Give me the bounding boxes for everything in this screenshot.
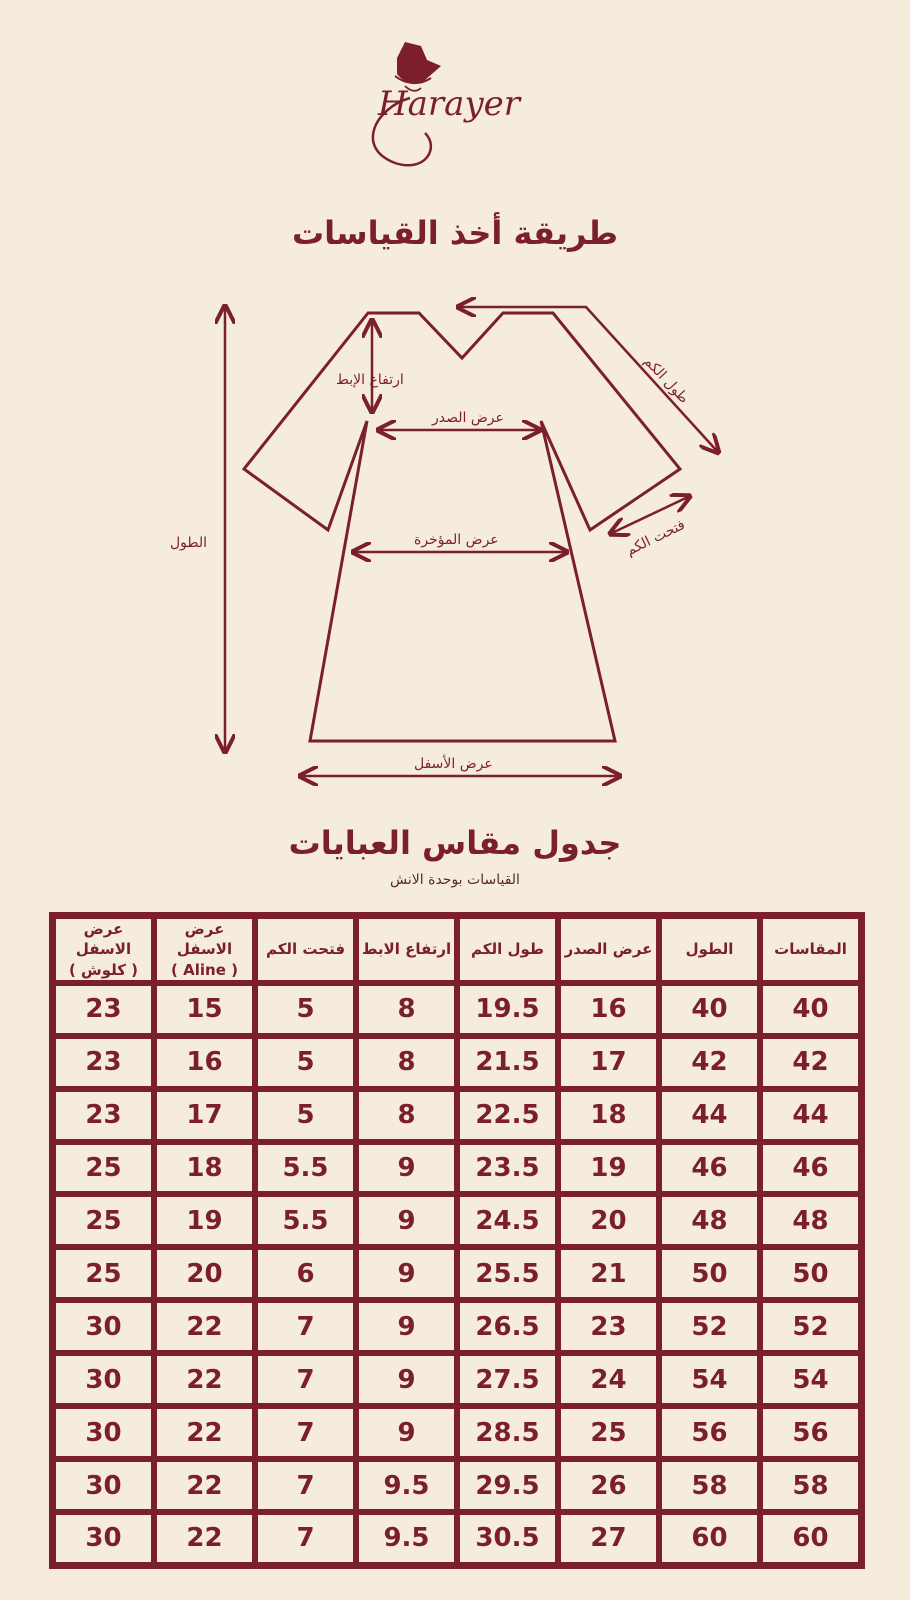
header-chest-width: عرض الصدر: [558, 916, 659, 983]
cell-length: 58: [659, 1459, 760, 1512]
header-bottom-width-flared: عرض الاسفل ( كلوش ): [53, 916, 154, 983]
cell-length: 46: [659, 1142, 760, 1195]
cell-sleeve-length: 21.5: [457, 1036, 558, 1089]
header-size: المقاسات: [760, 916, 861, 983]
table-row: [53, 1247, 861, 1300]
cell-sleeve-opening: 5: [255, 983, 356, 1036]
cell-bottom-width-aline: 20: [154, 1247, 255, 1300]
cell-armpit-height: 9: [356, 1142, 457, 1195]
cell-chest-width: 25: [558, 1406, 659, 1459]
cell-chest-width: 24: [558, 1353, 659, 1406]
cell-length: 52: [659, 1300, 760, 1353]
header-bottom-width-aline: عرض الاسفل ( Aline ): [154, 916, 255, 983]
cell-bottom-width-flared: 30: [53, 1353, 154, 1406]
cell-armpit-height: 9: [356, 1247, 457, 1300]
cell-sleeve-length: 29.5: [457, 1459, 558, 1512]
cell-bottom-width-aline: 17: [154, 1089, 255, 1142]
cell-armpit-height: 8: [356, 1036, 457, 1089]
cell-sleeve-length: 26.5: [457, 1300, 558, 1353]
cell-bottom-width-aline: 22: [154, 1353, 255, 1406]
cell-sleeve-length: 27.5: [457, 1353, 558, 1406]
cell-chest-width: 20: [558, 1194, 659, 1247]
cell-sleeve-opening: 5: [255, 1089, 356, 1142]
sleeve-opening-label: فتحت الكم: [623, 516, 688, 560]
cell-sleeve-opening: 7: [255, 1512, 356, 1565]
cell-armpit-height: 8: [356, 1089, 457, 1142]
cell-bottom-width-flared: 30: [53, 1512, 154, 1565]
cell-bottom-width-aline: 22: [154, 1512, 255, 1565]
cell-bottom-width-aline: 22: [154, 1300, 255, 1353]
cell-sleeve-opening: 7: [255, 1353, 356, 1406]
cell-bottom-width-flared: 23: [53, 1036, 154, 1089]
cell-size: 46: [760, 1142, 861, 1195]
cell-length: 50: [659, 1247, 760, 1300]
cell-bottom-width-flared: 23: [53, 983, 154, 1036]
armpit-height-label: ارتفاع الإبط: [336, 372, 404, 388]
table-row: [53, 983, 861, 1036]
cell-length: 60: [659, 1512, 760, 1565]
cell-bottom-width-flared: 30: [53, 1406, 154, 1459]
cell-bottom-width-flared: 30: [53, 1459, 154, 1512]
cell-sleeve-length: 23.5: [457, 1142, 558, 1195]
cell-size: 58: [760, 1459, 861, 1512]
cell-bottom-width-aline: 22: [154, 1459, 255, 1512]
cell-armpit-height: 9.5: [356, 1459, 457, 1512]
table-row: [53, 1512, 861, 1565]
table-row: [53, 1036, 861, 1089]
cell-chest-width: 23: [558, 1300, 659, 1353]
cell-size: 40: [760, 983, 861, 1036]
cell-chest-width: 19: [558, 1142, 659, 1195]
table-row: [53, 1459, 861, 1512]
cell-length: 54: [659, 1353, 760, 1406]
cell-sleeve-opening: 5: [255, 1036, 356, 1089]
cell-bottom-width-aline: 18: [154, 1142, 255, 1195]
cell-armpit-height: 9.5: [356, 1512, 457, 1565]
header-sleeve-length: طول الكم: [457, 916, 558, 983]
cell-armpit-height: 8: [356, 983, 457, 1036]
cell-bottom-width-flared: 25: [53, 1247, 154, 1300]
cell-length: 48: [659, 1194, 760, 1247]
cell-size: 54: [760, 1353, 861, 1406]
cell-chest-width: 21: [558, 1247, 659, 1300]
table-row: [53, 1194, 861, 1247]
cell-bottom-width-flared: 25: [53, 1142, 154, 1195]
cell-chest-width: 27: [558, 1512, 659, 1565]
table-row: [53, 1353, 861, 1406]
cell-sleeve-opening: 6: [255, 1247, 356, 1300]
table-header-row: [53, 916, 861, 983]
cell-bottom-width-aline: 15: [154, 983, 255, 1036]
cell-armpit-height: 9: [356, 1194, 457, 1247]
cell-armpit-height: 9: [356, 1406, 457, 1459]
table-row: [53, 1089, 861, 1142]
cell-size: 42: [760, 1036, 861, 1089]
cell-bottom-width-flared: 25: [53, 1194, 154, 1247]
cell-sleeve-opening: 5.5: [255, 1194, 356, 1247]
header-sleeve-opening: فتحت الكم: [255, 916, 356, 983]
cell-sleeve-opening: 5.5: [255, 1142, 356, 1195]
cell-chest-width: 17: [558, 1036, 659, 1089]
garment-outline: [244, 313, 680, 741]
cell-chest-width: 18: [558, 1089, 659, 1142]
cell-sleeve-length: 28.5: [457, 1406, 558, 1459]
cell-sleeve-length: 30.5: [457, 1512, 558, 1565]
cell-size: 52: [760, 1300, 861, 1353]
cell-sleeve-length: 19.5: [457, 983, 558, 1036]
table-row: [53, 1300, 861, 1353]
cell-chest-width: 16: [558, 983, 659, 1036]
size-table: [49, 912, 865, 1569]
length-label: الطول: [170, 535, 208, 551]
table-row: [53, 1406, 861, 1459]
cell-sleeve-opening: 7: [255, 1459, 356, 1512]
header-armpit-height: ارتفاع الابط: [356, 916, 457, 983]
sleeve-length-label: طول الكم: [640, 353, 692, 407]
cell-bottom-width-flared: 30: [53, 1300, 154, 1353]
cell-sleeve-length: 24.5: [457, 1194, 558, 1247]
cell-sleeve-opening: 7: [255, 1406, 356, 1459]
cell-size: 50: [760, 1247, 861, 1300]
cell-length: 40: [659, 983, 760, 1036]
cell-length: 44: [659, 1089, 760, 1142]
cell-size: 56: [760, 1406, 861, 1459]
brand-name: Harayer: [378, 84, 521, 124]
cell-bottom-width-aline: 16: [154, 1036, 255, 1089]
cell-bottom-width-aline: 19: [154, 1194, 255, 1247]
cell-length: 56: [659, 1406, 760, 1459]
bottom-width-label: عرض الأسفل: [414, 756, 493, 772]
cell-bottom-width-flared: 23: [53, 1089, 154, 1142]
cell-size: 44: [760, 1089, 861, 1142]
cell-armpit-height: 9: [356, 1353, 457, 1406]
cell-size: 48: [760, 1194, 861, 1247]
cell-sleeve-length: 25.5: [457, 1247, 558, 1300]
header-length: الطول: [659, 916, 760, 983]
cell-size: 60: [760, 1512, 861, 1565]
cell-armpit-height: 9: [356, 1300, 457, 1353]
cell-bottom-width-aline: 22: [154, 1406, 255, 1459]
cell-sleeve-opening: 7: [255, 1300, 356, 1353]
back-width-label: عرض المؤخرة: [414, 532, 499, 548]
cell-length: 42: [659, 1036, 760, 1089]
page-title: طريقة أخذ القياسات: [291, 214, 619, 252]
chest-width-label: عرض الصدر: [432, 410, 504, 426]
table-subtitle: القياسات بوحدة الانش: [390, 872, 520, 888]
cell-sleeve-length: 22.5: [457, 1089, 558, 1142]
cell-chest-width: 26: [558, 1459, 659, 1512]
table-title: جدول مقاس العبايات: [288, 824, 622, 862]
table-row: [53, 1142, 861, 1195]
